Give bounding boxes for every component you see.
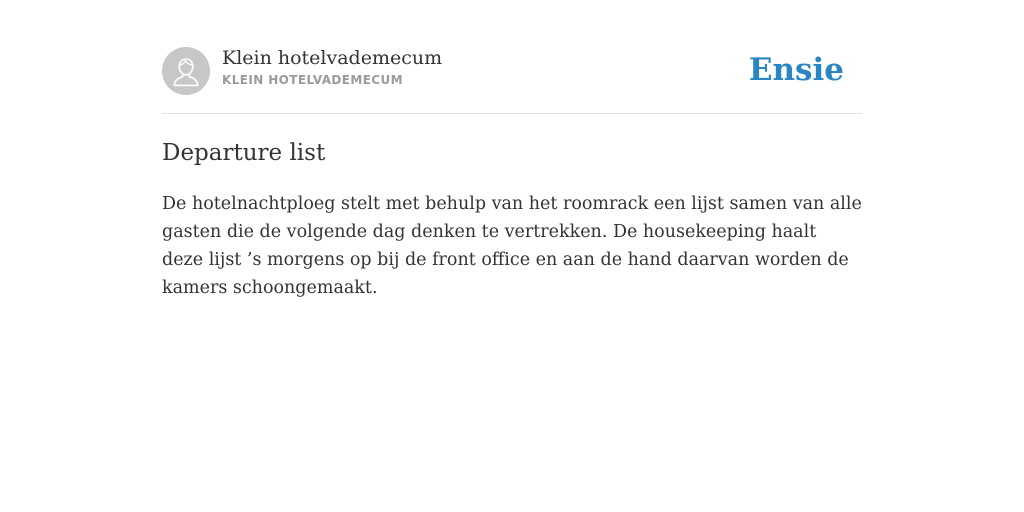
entry-term: Departure list — [162, 140, 326, 166]
source-title[interactable]: Klein hotelvademecum — [222, 47, 443, 69]
user-avatar-icon — [162, 47, 210, 95]
entry-definition: De hotelnachtploeg stelt met behulp van het roomrack een lijst samen van alle gasten die de volgende dag denken te vertrekken. De housekeeping haalt deze lijst ’s morgens op bij de front office en aan de hand daarvan worden de kamers schoongemaakt. — [162, 194, 862, 298]
source-subtitle: KLEIN HOTELVADEMECUM — [222, 73, 403, 87]
entry-card — [162, 47, 862, 302]
avatar[interactable] — [162, 47, 210, 95]
entry-header — [162, 47, 862, 114]
source-info — [222, 47, 442, 88]
ensie-logo[interactable]: Ensie — [748, 52, 844, 88]
